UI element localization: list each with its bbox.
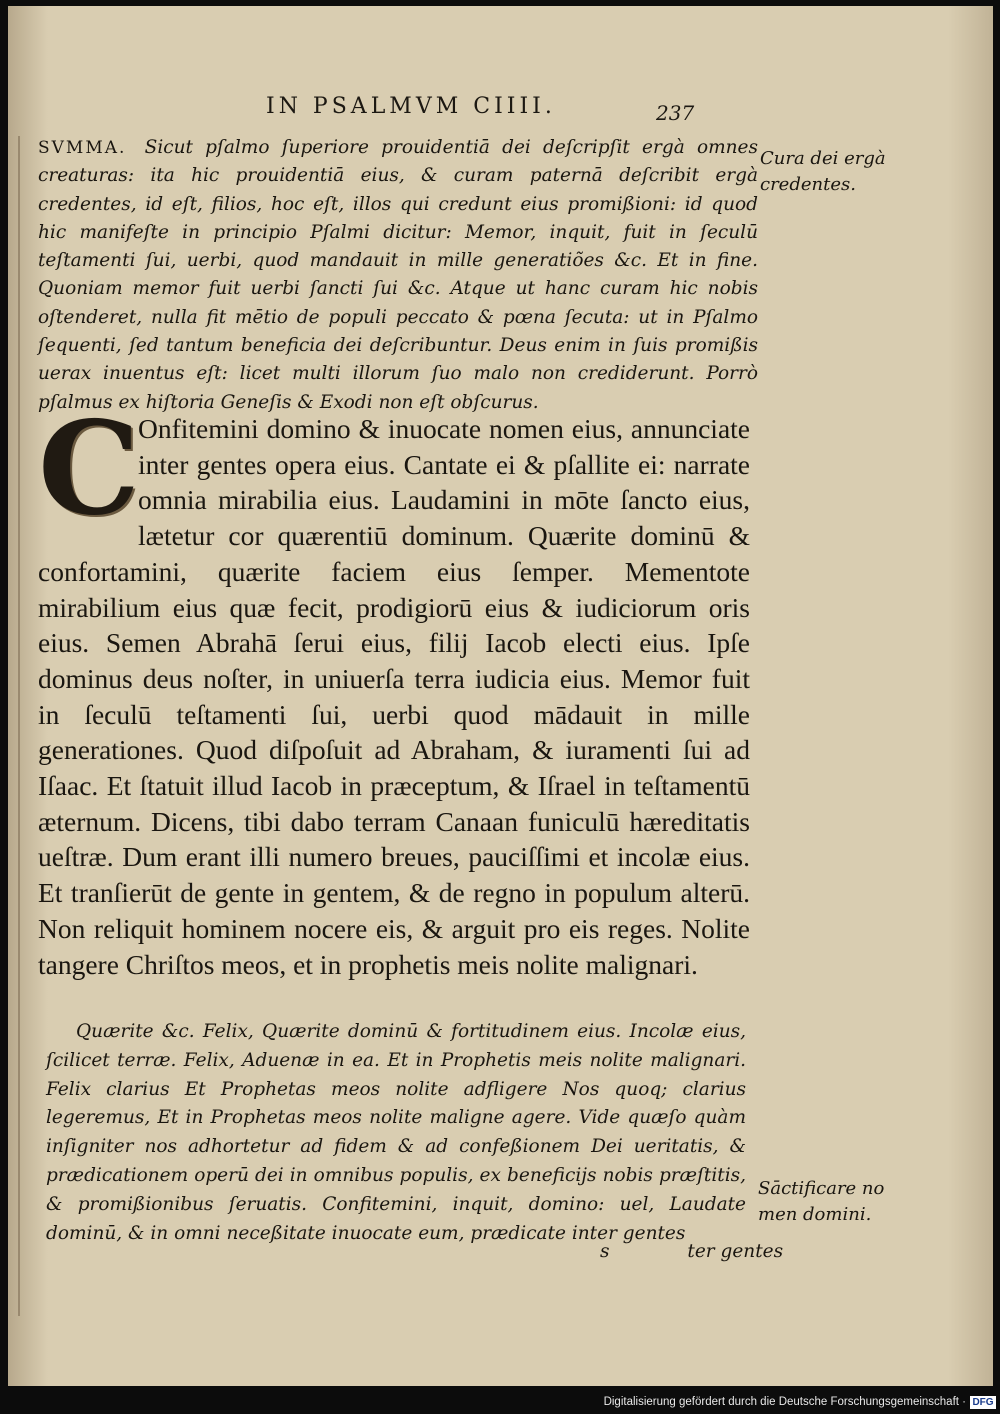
- gutter-shadow: [18, 136, 20, 1316]
- catchword-line: [600, 1241, 783, 1262]
- margin-note-line: men domini.: [758, 1204, 872, 1225]
- margin-note-line: Cura dei ergà: [760, 148, 886, 169]
- drop-cap-initial: C: [38, 394, 140, 544]
- dfg-logo: DFG: [970, 1396, 996, 1409]
- psalm-text: [38, 394, 750, 982]
- digitization-footer: [0, 1394, 1000, 1414]
- footer-credit: Digitalisierung gefördert durch die Deutsche Forschungsgemeinschaft ·: [603, 1396, 966, 1408]
- summa-text: Sicut pſalmo ſuperiore prouidentiā dei deſcripſit ergà omnes creaturas: ita hic prouidentiā eius, & curam paternā deſcribit ergà credentes, id eſt, filios, hoc eſt, illos qui credunt eius promißioni: id quod hic manifeſte in principio Pſalmi dicitur: Memor, inquit, fuit in ſeculū teſtamenti ſui, uerbi, quod mandauit in mille generatiões &c. Et in fine. Quoniam memor fuit uerbi ſancti ſui &c. Atque ut hanc curam hic nobis oſtenderet, nulla fit mētio de populi peccato & pœna ſecuta: ut in Pſalmo ſequenti, ſed tantum beneficia dei deſcribuntur. Deus enim in ſuis promißis uerax inuentus eſt: licet multi illorum ſuo malo non crediderunt. Porrò pſalmus ex hiſtoria Geneſis & Exodi non eſt obſcurus.: [38, 137, 758, 413]
- summa-paragraph: [38, 134, 758, 417]
- margin-note-line: credentes.: [760, 174, 856, 195]
- margin-note-cura: [760, 146, 886, 198]
- folio-number: 237: [656, 101, 695, 125]
- running-head: IN PSALMVM CIIII.: [266, 94, 556, 119]
- signature-mark: s: [600, 1241, 610, 1262]
- catchword: ter gentes: [687, 1241, 784, 1262]
- margin-note-sanctificare: [758, 1176, 884, 1228]
- commentary-paragraph: [46, 1018, 746, 1248]
- psalm-body: Onfitemini domino & inuocate nomen eius, annunciate inter gentes opera eius. Cantate ei & pſallite ei: narrate omnia mirabilia eius. Laudamini in mōte ſancto eius, lætetur cor quærentiū dominum. Quærite dominū & confortamini, quærite faciem eius ſemper. Mementote mirabilium eius quæ fecit, prodigiorū eius & iudiciorum oris eius. Semen Abrahā ſerui eius, filij Iacob electi eius. Ipſe dominus deus noſter, in uniuerſa terra iudicia eius. Memor fuit in ſeculū teſtamenti ſui, uerbi quod mādauit in mille generationes. Quod diſpoſuit ad Abraham, & iuramenti ſui ad Iſaac. Et ſtatuit illud Iacob in præceptum, & Iſrael in teſtamentū æternum. Dicens, tibi dabo terram Canaan funiculū hæreditatis ueſtræ. Dum erant illi numero breues, pauciſſimi et incolæ eius. Et tranſierūt de gente in gentem, & de regno in populum alterū. Non reliquit hominem nocere eis, & arguit pro eis reges. Nolite tangere Chriſtos meos, et in prophetis meis nolite malignari.: [38, 413, 750, 980]
- summa-label: SVMMA.: [38, 138, 127, 158]
- commentary-text: Quærite &c. Felix, Quærite dominū & fortitudinem eius. Incolæ eius, ſcilicet terræ. Felix, Aduenæ in ea. Et in Prophetis meis nolite malignari. Felix clarius Et Prophetas meos nolite adfligere Nos quoq; clarius legeremus, Et in Prophetas meos nolite maligne agere. Vide quæſo quàm inſigniter nos adhortetur ad fidem & ad confeßionem Dei ueritatis, & prædicationem operū dei in omnibus populis, ex beneficijs nobis præſtitis, & promißionibus ſeruatis. Confitemini, inquit, domino: uel, Laudate dominū, & in omni neceßitate inuocate eum, prædicate inter gentes: [46, 1021, 746, 1244]
- book-page: [8, 6, 993, 1386]
- margin-note-line: Sāctificare no: [758, 1178, 885, 1199]
